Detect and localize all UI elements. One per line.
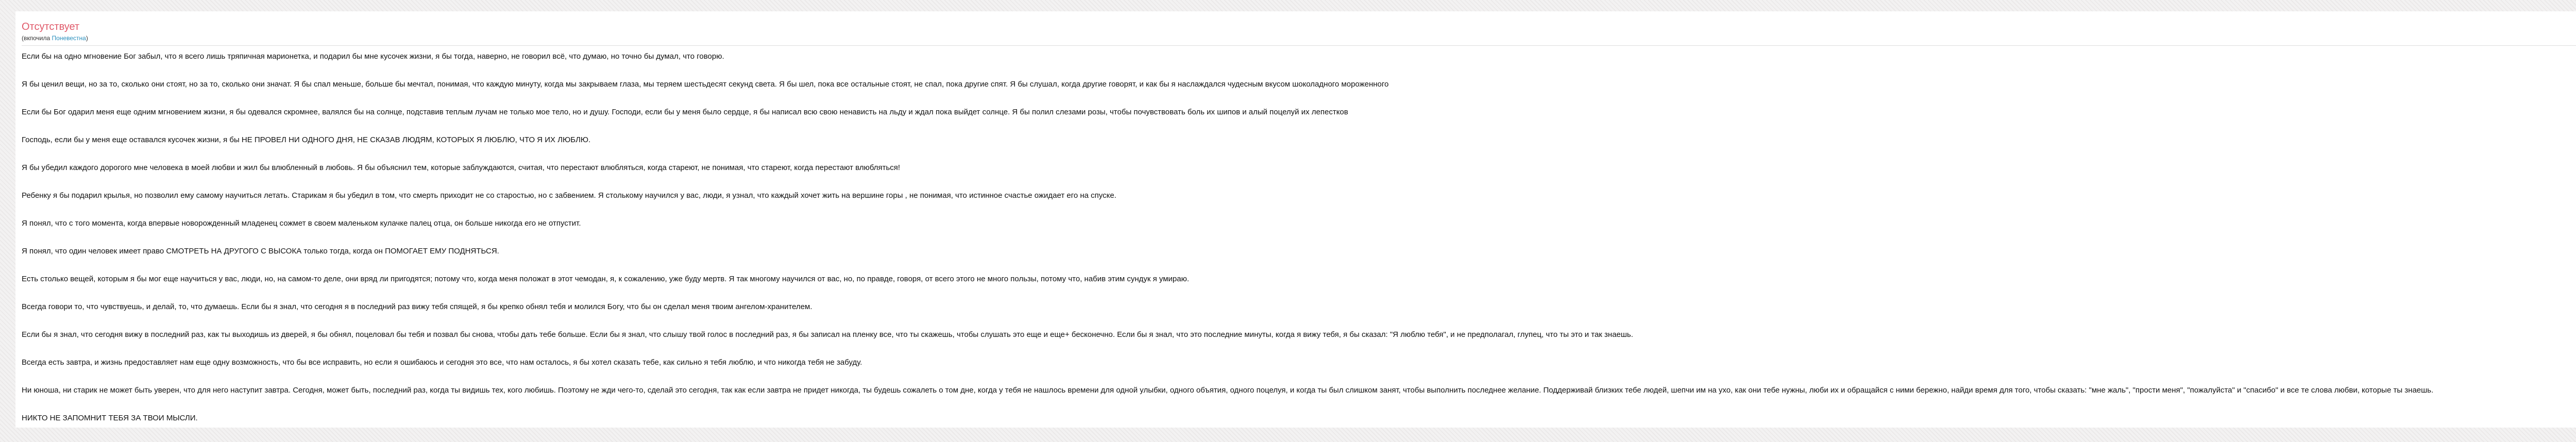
status-title: Отсутствует [22,21,80,32]
meta-link[interactable]: Поневестна [52,35,86,42]
post-paragraph: Если бы на одно мгновение Бог забыл, что я всего лишь тряпичная марионетка, и подарил бы мне кусочек жизни, я бы тогда, наверно, не говорил всё, что думаю, но точно бы думал, что говорю. [22,52,724,61]
meta-prefix: (вкпочила [22,35,50,42]
post-paragraph: Всегда есть завтра, и жизнь предоставляет нам еще одну возможность, что бы все исправить, но если я ошибаюсь и сегодня это все, что нам осталось, я бы хотел сказать тебе, как сильно я тебя люблю, и что никогда тебя не забуду. [22,358,862,367]
post-paragraph: Ни юноша, ни старик не может быть уверен, что для него наступит завтра. Сегодня, может быть, последний раз, когда ты видишь тех, кого любишь. Поэтому не жди чего-то, сделай это сегодня, так как если завтра не придет никогда, ты будешь сожалеть о том дне, когда у тебя не нашлось времени для одной улыбки, одного объятия, одного поцелуя, и когда ты был слишком занят, чтобы выполнить последнее желание. Поддерживай близких тебе людей, шепчи им на ухо, как они тебе нужны, люби их и обращайся с ними бережно, найди время для того, чтобы сказать: "мне жаль", "прости меня", "пожалуйста" и "спасибо" и все те слова любви, которые ты знаешь. [22,386,2434,395]
meta-suffix: ) [86,35,88,42]
content-panel [15,11,2576,428]
post-paragraph: Если бы Бог одарил меня еще одним мгновением жизни, я бы одевался скромнее, валялся бы на солнце, подставив теплым лучам не только мое тело, но и душу. Господи, если бы у меня было сердце, я бы написал всю свою ненависть на льду и ждал пока выйдет солнце. Я бы полил слезами розы, чтобы почувствовать боль их шипов и алый поцелуй их лепестков [22,108,1348,116]
post-paragraph: Если бы я знал, что сегодня вижу в последний раз, как ты выходишь из дверей, я бы обнял, поцеловал бы тебя и позвал бы снова, чтобы дать тебе больше. Если бы я знал, что слышу твой голос в последний раз, я бы записал на пленку все, что ты скажешь, чтобы слушать это еще и еще+ бесконечно. Если бы я знал, что это последние минуты, когда я вижу тебя, я бы сказал: "Я люблю тебя", и не предполагал, глупец, что ты это и так знаешь. [22,330,1633,339]
post-paragraph: Я бы убедил каждого дорогого мне человека в моей любви и жил бы влюбленный в любовь. Я бы объяснил тем, которые заблуждаются, считая, что перестают влюбляться, когда стареют, не понимая, что стареют, когда перестают влюбляться! [22,163,901,172]
post-paragraph: Всегда говори то, что чувствуешь, и делай, то, что думаешь. Если бы я знал, что сегодня я в последний раз вижу тебя спящей, я бы крепко обнял тебя и молился Богу, что бы он сделал меня твоим ангелом-хранителем. [22,302,812,311]
post-paragraph: Ребенку я бы подарил крылья, но позволил ему самому научиться летать. Старикам я бы убедил в том, что смерть приходит не со старостью, но с забвением. Я столькому научился у вас, люди, я узнал, что каждый хочет жить на вершине горы , не понимая, что истинное счастье ожидает его на спуске. [22,191,1116,200]
post-paragraph: Я понял, что один человек имеет право СМОТРЕТЬ НА ДРУГОГО С ВЫСОКА только тогда, когда он ПОМОГАЕТ ЕМУ ПОДНЯТЬСЯ. [22,247,499,256]
divider [22,45,2576,46]
post-meta [22,34,2576,42]
post-paragraph: НИКТО НЕ ЗАПОМНИТ ТЕБЯ ЗА ТВОИ МЫСЛИ. [22,414,198,422]
post-paragraph: Я понял, что с того момента, когда впервые новорожденный младенец сожмет в своем маленьком кулачке палец отца, он больше никогда его не отпустит. [22,219,581,228]
post-paragraph: Господь, если бы у меня еще оставался кусочек жизни, я бы НЕ ПРОВЕЛ НИ ОДНОГО ДНЯ, НЕ СКАЗАВ ЛЮДЯМ, КОТОРЫХ Я ЛЮБЛЮ, ЧТО Я ИХ ЛЮБЛЮ. [22,135,591,144]
post-paragraph: Есть столько вещей, которым я бы мог еще научиться у вас, люди, но, на самом-то деле, они вряд ли пригодятся; потому что, когда меня положат в этот чемодан, я, к сожалению, уже буду мертв. Я так многому научился от вас, но, по правде, говоря, от всего этого не много пользы, потому что, набив этим сундук я умираю. [22,275,1189,283]
post-paragraph: Я бы ценил вещи, но за то, сколько они стоят, но за то, сколько они значат. Я бы спал меньше, больше бы мечтал, понимая, что каждую минуту, когда мы закрываем глаза, мы теряем шестьдесят секунд света. Я бы шел, пока все остальные стоят, не спал, пока другие спят. Я бы слушал, когда другие говорят, и как бы я наслаждался чудесным вкусом шоколадного мороженного [22,80,1389,89]
post-body [22,52,2576,423]
